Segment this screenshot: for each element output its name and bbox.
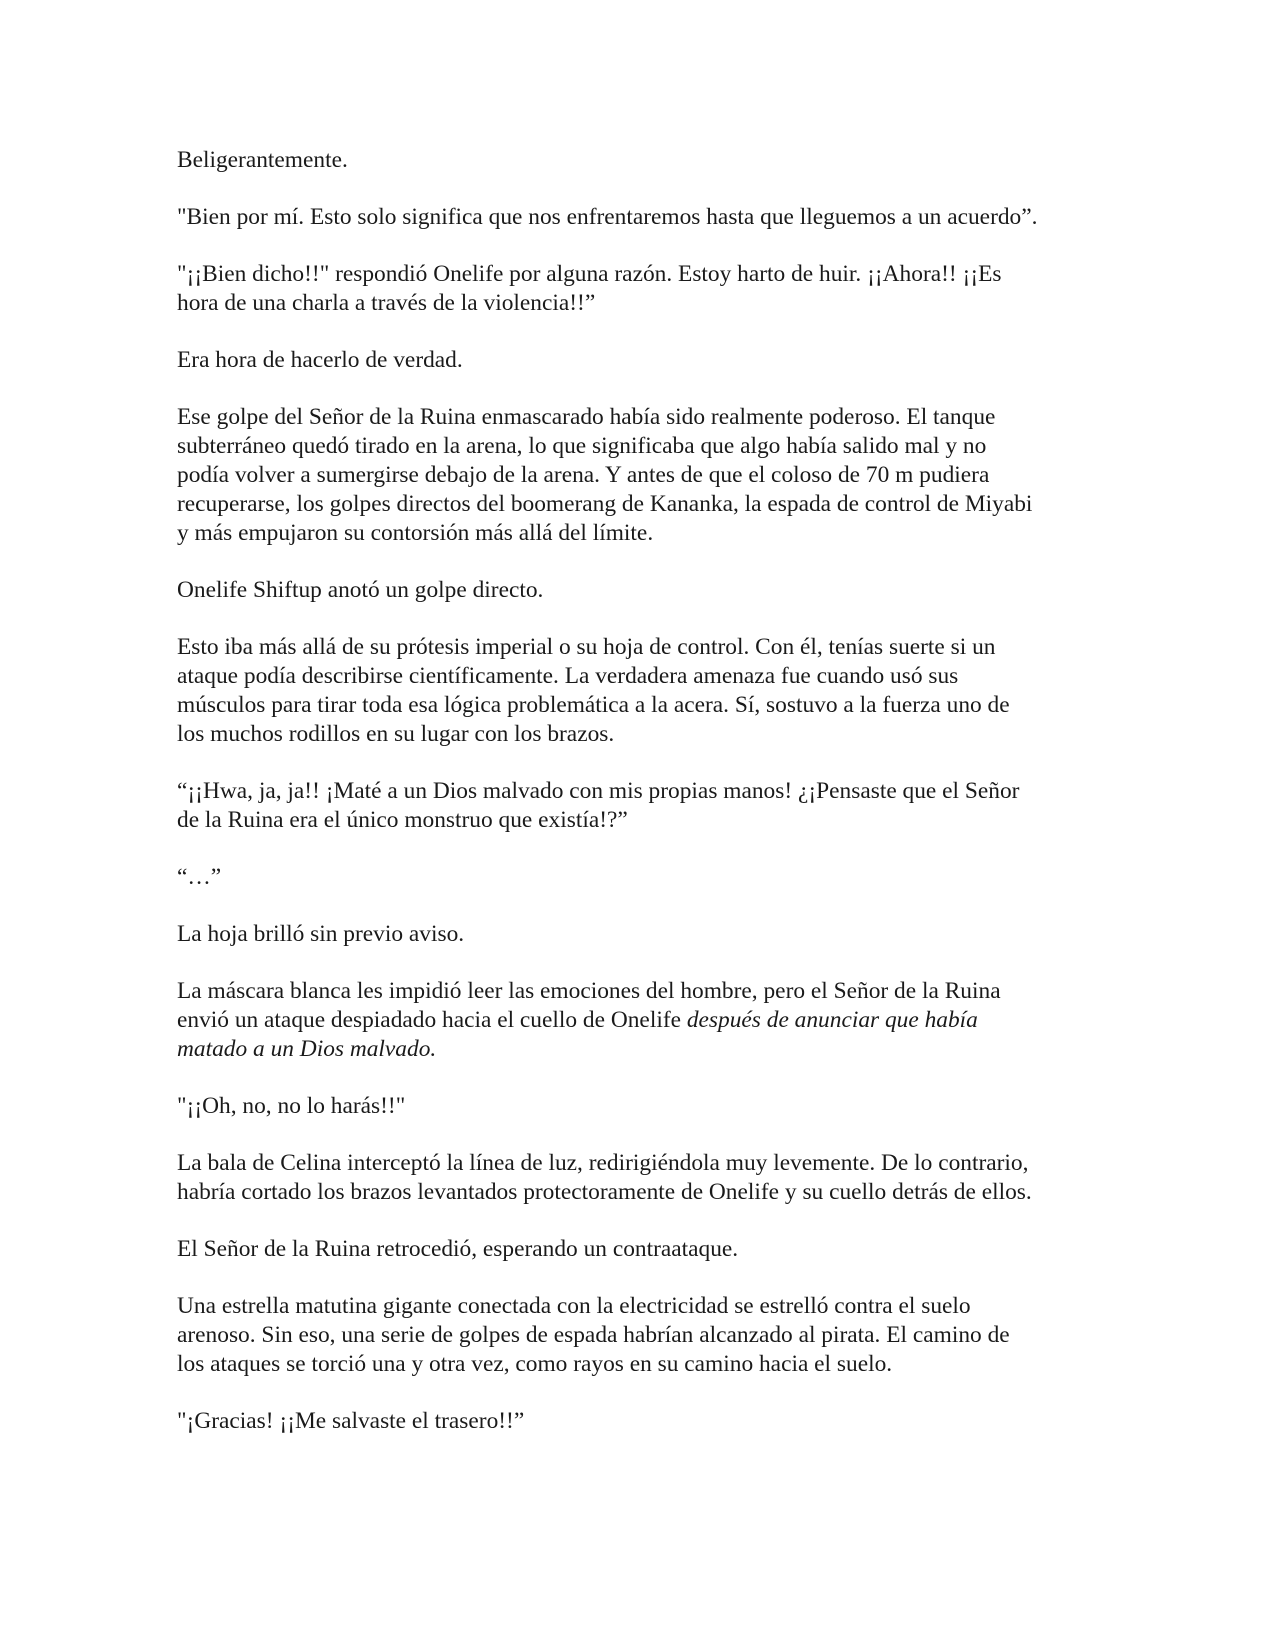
text-line: y más empujaron su contorsión más allá del límite. — [177, 520, 654, 546]
paragraph — [177, 1407, 1107, 1436]
text-line: La hoja brilló sin previo aviso. — [177, 921, 465, 947]
paragraph — [177, 1092, 1107, 1121]
text-line: podía volver a sumergirse debajo de la arena. Y antes de que el coloso de 70 m pudiera — [177, 462, 990, 488]
text-line: La máscara blanca les impidió leer las emociones del hombre, pero el Señor de la Ruina — [177, 978, 1001, 1004]
text-line: los ataques se torció una y otra vez, como rayos en su camino hacia el suelo. — [177, 1351, 893, 1377]
paragraph — [177, 920, 1107, 949]
paragraph — [177, 633, 1107, 749]
document-body — [177, 146, 1107, 1464]
text-line: “¡¡Hwa, ja, ja!! ¡Maté a un Dios malvado con mis propias manos! ¿¡Pensaste que el Señor — [177, 778, 1020, 804]
text-line: La bala de Celina interceptó la línea de luz, redirigiéndola muy levemente. De lo contrario, — [177, 1150, 1029, 1176]
text-line: los muchos rodillos en su lugar con los brazos. — [177, 721, 615, 747]
paragraph — [177, 403, 1107, 548]
paragraph — [177, 203, 1107, 232]
paragraph — [177, 260, 1107, 318]
italic-text-run: matado a un Dios malvado. — [177, 1036, 437, 1062]
paragraph — [177, 146, 1107, 175]
paragraph — [177, 346, 1107, 375]
text-line: hora de una charla a través de la violencia!!” — [177, 290, 596, 316]
text-line: El Señor de la Ruina retrocedió, esperando un contraataque. — [177, 1236, 739, 1262]
text-line — [177, 1035, 1107, 1064]
text-line: recuperarse, los golpes directos del boomerang de Kananka, la espada de control de Miyabi — [177, 491, 1033, 517]
text-line: ataque podía describirse científicamente. La verdadera amenaza fue cuando usó sus — [177, 663, 959, 689]
text-line: Onelife Shiftup anotó un golpe directo. — [177, 577, 544, 603]
text-line: Era hora de hacerlo de verdad. — [177, 347, 463, 373]
text-line: "¡¡Bien dicho!!" respondió Onelife por alguna razón. Estoy harto de huir. ¡¡Ahora!! ¡¡Es — [177, 261, 1002, 287]
text-line: Una estrella matutina gigante conectada con la electricidad se estrelló contra el suelo — [177, 1293, 971, 1319]
paragraph — [177, 863, 1107, 892]
text-run: envió un ataque despiadado hacia el cuello de Onelife — [177, 1007, 687, 1033]
text-line: arenoso. Sin eso, una serie de golpes de espada habrían alcanzado al pirata. El camino de — [177, 1322, 1010, 1348]
text-line — [177, 1006, 1107, 1035]
text-line: Ese golpe del Señor de la Ruina enmascarado había sido realmente poderoso. El tanque — [177, 404, 996, 430]
paragraph — [177, 576, 1107, 605]
text-line: músculos para tirar toda esa lógica problemática a la acera. Sí, sostuvo a la fuerza uno de — [177, 692, 1010, 718]
text-line: de la Ruina era el único monstruo que existía!?” — [177, 807, 628, 833]
paragraph — [177, 777, 1107, 835]
paragraph — [177, 1292, 1107, 1379]
text-line: Esto iba más allá de su prótesis imperial o su hoja de control. Con él, tenías suerte si un — [177, 634, 996, 660]
text-line: habría cortado los brazos levantados protectoramente de Onelife y su cuello detrás de ellos. — [177, 1179, 1032, 1205]
paragraph — [177, 1149, 1107, 1207]
text-line: "¡¡Oh, no, no lo harás!!" — [177, 1093, 406, 1119]
text-line: “…” — [177, 864, 222, 890]
text-line: "¡Gracias! ¡¡Me salvaste el trasero!!” — [177, 1408, 525, 1434]
paragraph — [177, 1235, 1107, 1264]
text-line: Beligerantemente. — [177, 147, 348, 173]
text-line: "Bien por mí. Esto solo significa que nos enfrentaremos hasta que lleguemos a un acuerdo”. — [177, 204, 1038, 230]
text-line: subterráneo quedó tirado en la arena, lo que significaba que algo había salido mal y no — [177, 433, 987, 459]
paragraph — [177, 977, 1107, 1064]
italic-text-run: después de anunciar que había — [686, 1007, 978, 1033]
